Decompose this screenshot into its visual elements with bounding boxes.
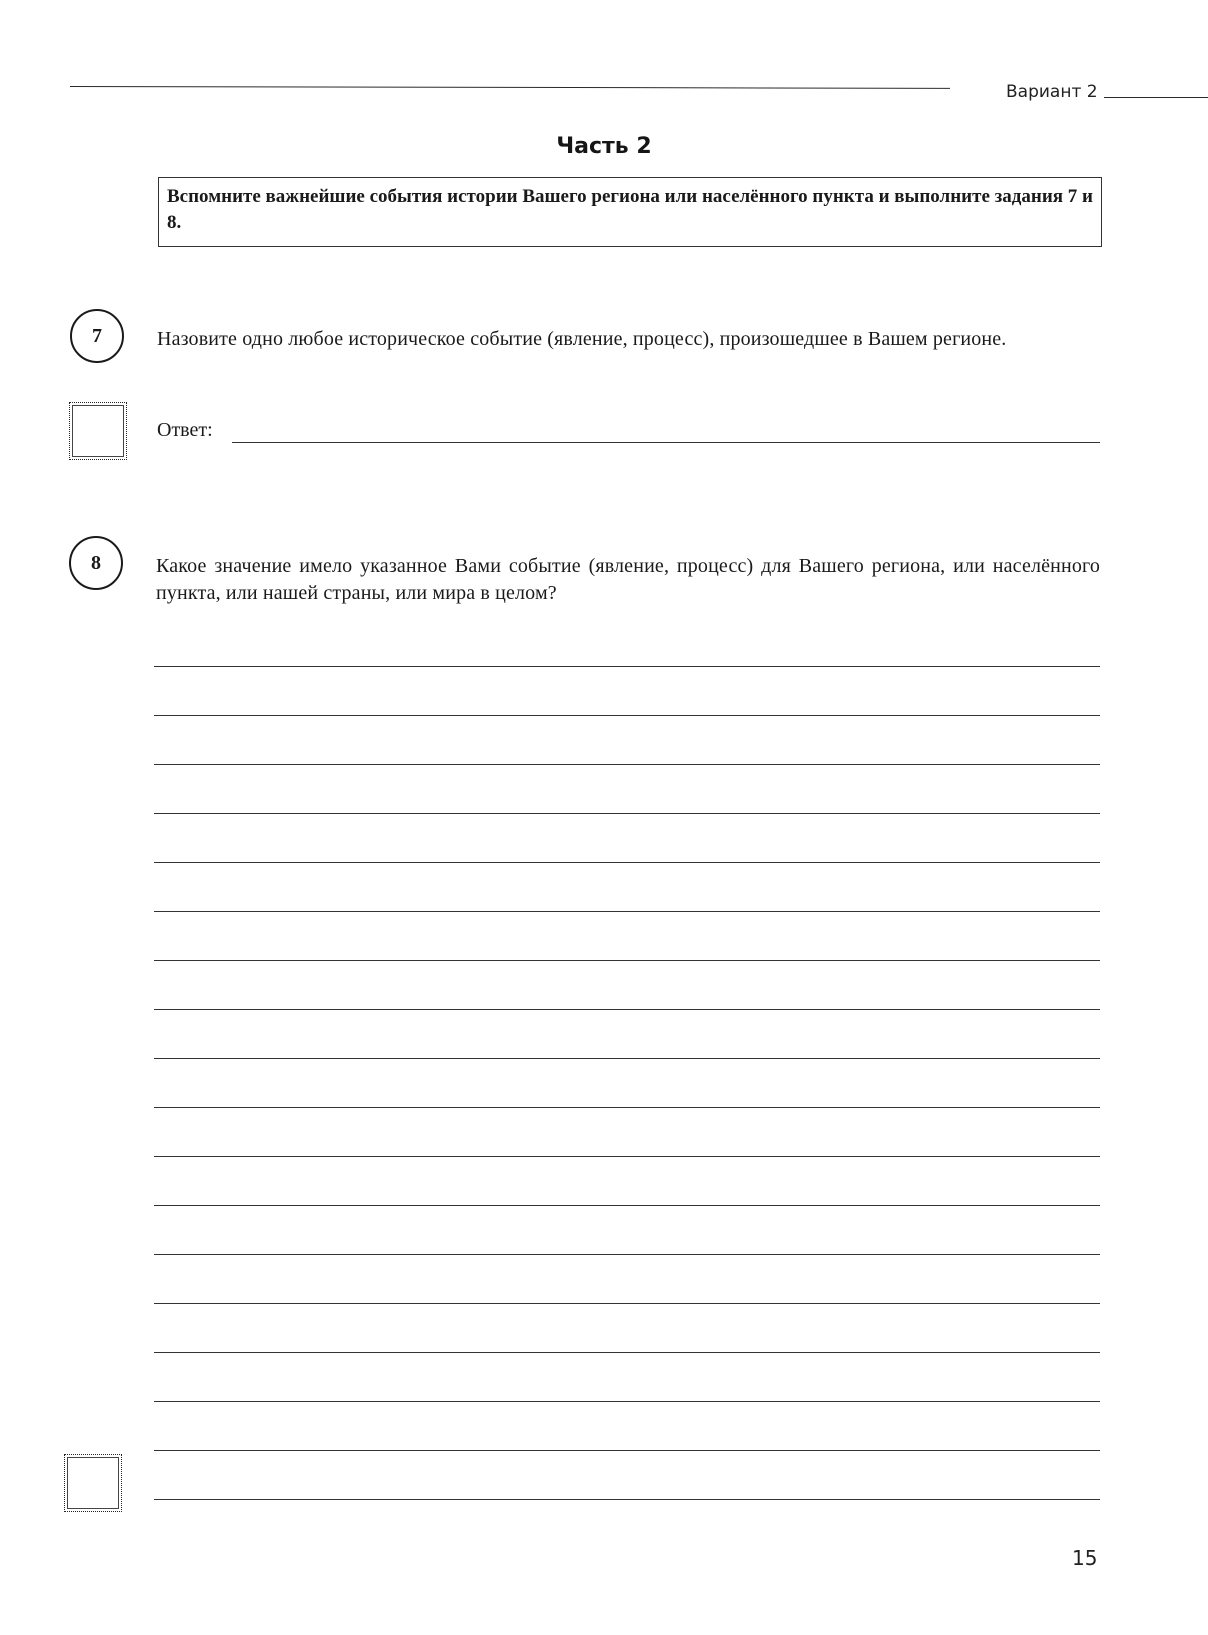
answer-line[interactable] <box>154 1352 1100 1353</box>
answer-line[interactable] <box>154 1107 1100 1108</box>
answer-line[interactable] <box>154 1450 1100 1451</box>
score-box-7 <box>69 402 127 460</box>
answer-line[interactable] <box>154 1303 1100 1304</box>
score-box-8 <box>64 1454 122 1512</box>
answer-line[interactable] <box>154 1205 1100 1206</box>
header-rule-right <box>1104 97 1208 98</box>
variant-label: Вариант 2 <box>1006 82 1098 102</box>
page-number: 15 <box>1072 1546 1098 1570</box>
answer-line[interactable] <box>154 862 1100 863</box>
header-rule-left <box>70 86 950 89</box>
answer-line[interactable] <box>154 1254 1100 1255</box>
instruction-text: Вспомните важнейшие события истории Вашего региона или населённого пункта и выполните задания 7 и 8. <box>167 186 1093 233</box>
answer-line-7[interactable] <box>232 442 1100 443</box>
answer-line[interactable] <box>154 1401 1100 1402</box>
question-number-label: 7 <box>92 324 102 347</box>
answer-line[interactable] <box>154 715 1100 716</box>
question-8-text: Какое значение имело указанное Вами событие (явление, процесс) для Вашего региона, или населённого пункта, или нашей страны, или мира в целом? <box>156 555 1100 604</box>
question-7-number <box>70 309 124 363</box>
instruction-box <box>158 177 1102 247</box>
question-number-label: 8 <box>91 551 101 574</box>
part-title: Часть 2 <box>556 134 652 159</box>
answer-line[interactable] <box>154 813 1100 814</box>
answer-line[interactable] <box>154 1009 1100 1010</box>
answer-line[interactable] <box>154 1156 1100 1157</box>
answer-line[interactable] <box>154 764 1100 765</box>
answer-label: Ответ: <box>157 419 213 441</box>
answer-line[interactable] <box>154 960 1100 961</box>
answer-line[interactable] <box>154 1058 1100 1059</box>
answer-line[interactable] <box>154 666 1100 667</box>
answer-line[interactable] <box>154 1499 1100 1500</box>
answer-line[interactable] <box>154 911 1100 912</box>
question-8-number <box>69 536 123 590</box>
question-7-text: Назовите одно любое историческое событие (явление, процесс), произошедшее в Вашем регионе. <box>157 328 1007 350</box>
